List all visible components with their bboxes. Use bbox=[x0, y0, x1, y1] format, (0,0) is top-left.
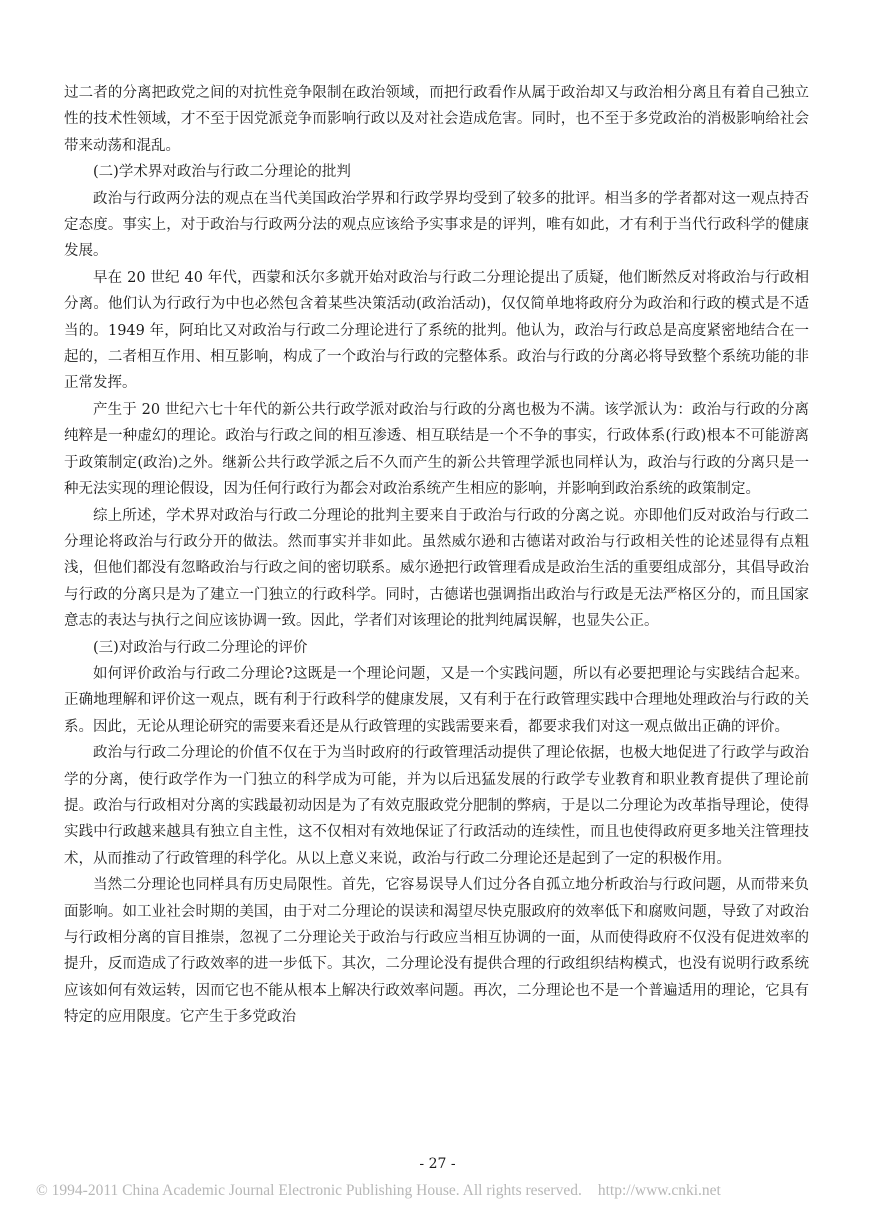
paragraph: 政治与行政二分理论的价值不仅在于为当时政府的行政管理活动提供了理论依据，也极大地促进了行政学与政治学的分离，使行政学作为一门独立的科学成为可能，并为以后迅猛发展的行政学专业教育和职业教育提供了理论前提。政治与行政相对分离的实践最初动因是为了有效克服政党分肥制的弊病，于是以二分理论为改革指导理论，使得实践中行政越来越具有独立自主性，这不仅相对有效地保证了行政活动的连续性，而且也使得政府更多地关注管理技术，从而推动了行政管理的科学化。从以上意义来说，政治与行政二分理论还是起到了一定的积极作用。 bbox=[64, 745, 809, 867]
paragraph: 政治与行政两分法的观点在当代美国政治学界和行政学界均受到了较多的批评。相当多的学者都对这一观点持否定态度。事实上，对于政治与行政两分法的观点应该给予实事求是的评判，唯有如此，才有利于当代行政科学的健康发展。 bbox=[64, 190, 809, 260]
paragraph: 如何评价政治与行政二分理论?这既是一个理论问题，又是一个实践问题，所以有必要把理论与实践结合起来。正确地理解和评价这一观点，既有利于行政科学的健康发展，又有利于在行政管理实践中合理地处理政治与行政的关系。因此，无论从理论研究的需要来看还是从行政管理的实践需要来看，都要求我们对这一观点做出正确的评价。 bbox=[64, 665, 809, 735]
section-heading-3: (三)对政治与行政二分理论的评价 bbox=[93, 639, 308, 656]
page-number: - 27 - bbox=[419, 1156, 456, 1172]
paragraph: 早在 20 世纪 40 年代，西蒙和沃尔多就开始对政治与行政二分理论提出了质疑，他们断然反对将政治与行政相分离。他们认为行政行为中也必然包含着某些决策活动(政治活动)，仅仅简单地将政府分为政治和行政的模式是不适当的。1949 年，阿珀比又对政治与行政二分理论进行了系统的批判。他认为，政治与行政总是高度紧密地结合在一起的，二者相互作用、相互影响，构成了一个政治与行政的完整体系。政治与行政的分离必将导致整个系统功能的非正常发挥。 bbox=[64, 269, 809, 392]
footer-url: http://www.cnki.net bbox=[597, 1182, 721, 1199]
paragraph: 产生于 20 世纪六七十年代的新公共行政学派对政治与行政的分离也极为不满。该学派认为：政治与行政的分离纯粹是一种虚幻的理论。政治与行政之间的相互渗透、相互联结是一个不争的事实，行政体系(行政)根本不可能游离于政策制定(政治)之外。继新公共行政学派之后不久而产生的新公共管理学派也同样认为，政治与行政的分离只是一种无法实现的理论假设，因为任何行政行为都会对政治系统产生相应的影响，并影响到政治系统的政策制定。 bbox=[64, 401, 809, 498]
paragraph: 综上所述，学术界对政治与行政二分理论的批判主要来自于政治与行政的分离之说。亦即他们反对政治与行政二分理论将政治与行政分开的做法。然而事实并非如此。虽然威尔逊和古德诺对政治与行政相关性的论述显得有点粗浅，但他们都没有忽略政治与行政之间的密切联系。威尔逊把行政管理看成是政治生活的重要组成部分，其倡导政治与行政的分离只是为了建立一门独立的行政科学。同时，古德诺也强调指出政治与行政是无法严格区分的，而且国家意志的表达与执行之间应该协调一致。因此，学者们对该理论的批判纯属误解，也显失公正。 bbox=[64, 507, 809, 630]
article-body bbox=[64, 80, 809, 1031]
copyright-footer bbox=[36, 1182, 846, 1200]
copyright-text: © 1994-2011 China Academic Journal Electronic Publishing House. All rights reserved. bbox=[36, 1182, 582, 1199]
paragraph: 当然二分理论也同样具有历史局限性。首先，它容易误导人们过分各自孤立地分析政治与行政问题，从而带来负面影响。如工业社会时期的美国，由于对二分理论的误读和渴望尽快克服政府的效率低下和腐败问题，导致了对政治与行政相分离的盲目推崇，忽视了二分理论关于政治与行政应当相互协调的一面，从而使得政府不仅没有促进效率的提升，反而造成了行政效率的进一步低下。其次，二分理论没有提供合理的行政组织结构模式，也没有说明行政系统应该如何有效运转，因而它也不能从根本上解决行政效率问题。再次，二分理论也不是一个普遍适用的理论，它具有特定的应用限度。它产生于多党政治 bbox=[64, 877, 809, 1026]
paragraph-continued: 过二者的分离把政党之间的对抗性竞争限制在政治领域，而把行政看作从属于政治却又与政治相分离且有着自己独立性的技术性领域，才不至于因党派竞争而影响行政以及对社会造成危害。同时，也不至于多党政治的消极影响给社会带来动荡和混乱。 bbox=[64, 85, 809, 154]
section-heading-2: (二)学术界对政治与行政二分理论的批判 bbox=[93, 164, 351, 181]
